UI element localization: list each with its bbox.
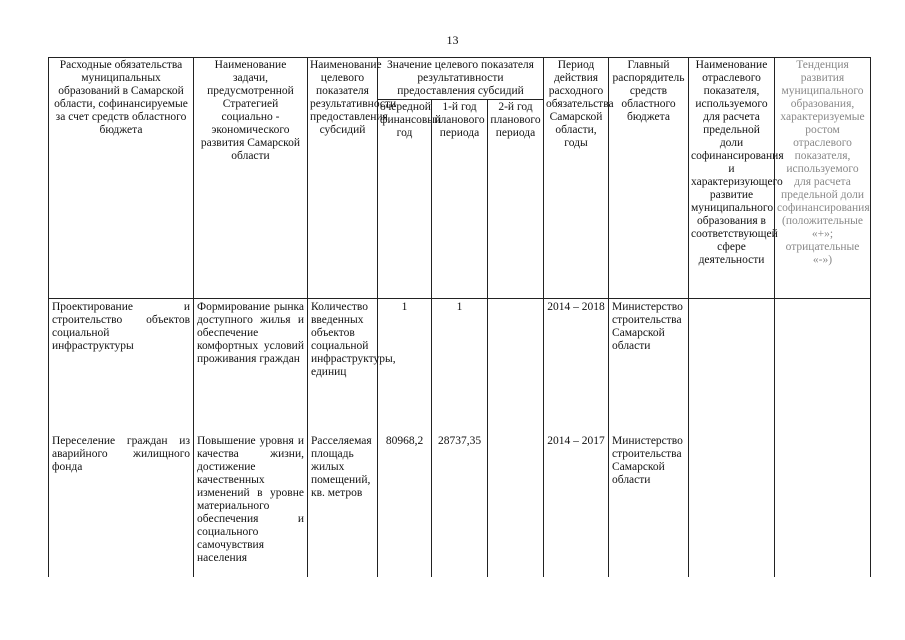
branch-indicator-cell <box>689 299 775 434</box>
period-cell: 2014 – 2018 <box>544 299 609 434</box>
table-row <box>49 433 871 577</box>
administrator-cell: Министерство строительства Самарской области <box>609 299 689 434</box>
value-current-year: 80968,2 <box>378 433 432 577</box>
header-administrator: Главный распорядитель средств областного бюджета <box>609 58 689 299</box>
subsidy-table <box>48 57 871 577</box>
indicator-cell: Расселяемая площадь жилых помещений, кв. метров <box>308 433 378 577</box>
administrator-cell: Министерство строительства Самарской области <box>609 433 689 577</box>
task-cell: Повышение уровня и качества жизни, достижение качественных изменений в уровне материального обеспечения и социального самочувствия населения <box>194 433 308 577</box>
header-branch-indicator: Наименование отраслевого показателя, используемого для расчета предельной доли софинансирования и характеризующего развитие муниципального образования в соответствующей сфере деятельности <box>689 58 775 299</box>
trend-cell <box>775 433 871 577</box>
value-current-year: 1 <box>378 299 432 434</box>
value-plan-year-1: 1 <box>432 299 488 434</box>
obligation-cell: Проектирование и строительство объектов социальной инфраструктуры <box>49 299 194 434</box>
header-current-year: очередной финансовый год <box>378 100 432 299</box>
header-plan-year-1: 1-й год планового периода <box>432 100 488 299</box>
table-row <box>49 299 871 434</box>
header-plan-year-2: 2-й год планового периода <box>488 100 544 299</box>
page-number: 13 <box>446 33 459 47</box>
obligation-cell: Переселение граждан из аварийного жилищного фонда <box>49 433 194 577</box>
value-plan-year-2 <box>488 433 544 577</box>
header-task: Наименование задачи, предусмотренной Стратегией социально - экономического развития Самарской области <box>194 58 308 299</box>
period-cell: 2014 – 2017 <box>544 433 609 577</box>
branch-indicator-cell <box>689 433 775 577</box>
header-period: Период действия расходного обязательства Самарской области, годы <box>544 58 609 299</box>
trend-cell <box>775 299 871 434</box>
header-obligations: Расходные обязательства муниципальных образований в Самарской области, софинансируемые за счет средств областного бюджета <box>49 58 194 299</box>
task-cell: Формирование рынка доступного жилья и обеспечение комфортных условий проживания граждан <box>194 299 308 434</box>
header-trend: Тенденция развития муниципального образования, характеризуемые ростом отраслевого показателя, используемого для расчета предельной доли софинансирования (положительные «+»; отрицательные «-») <box>775 58 871 299</box>
header-indicator-values: Значение целевого показателя результативности предоставления субсидий <box>378 58 544 100</box>
indicator-cell: Количество введенных объектов социальной инфраструктуры, единиц <box>308 299 378 434</box>
value-plan-year-2 <box>488 299 544 434</box>
header-target-indicator: Наименование целевого показателя результативности предоставления субсидий <box>308 58 378 299</box>
value-plan-year-1: 28737,35 <box>432 433 488 577</box>
